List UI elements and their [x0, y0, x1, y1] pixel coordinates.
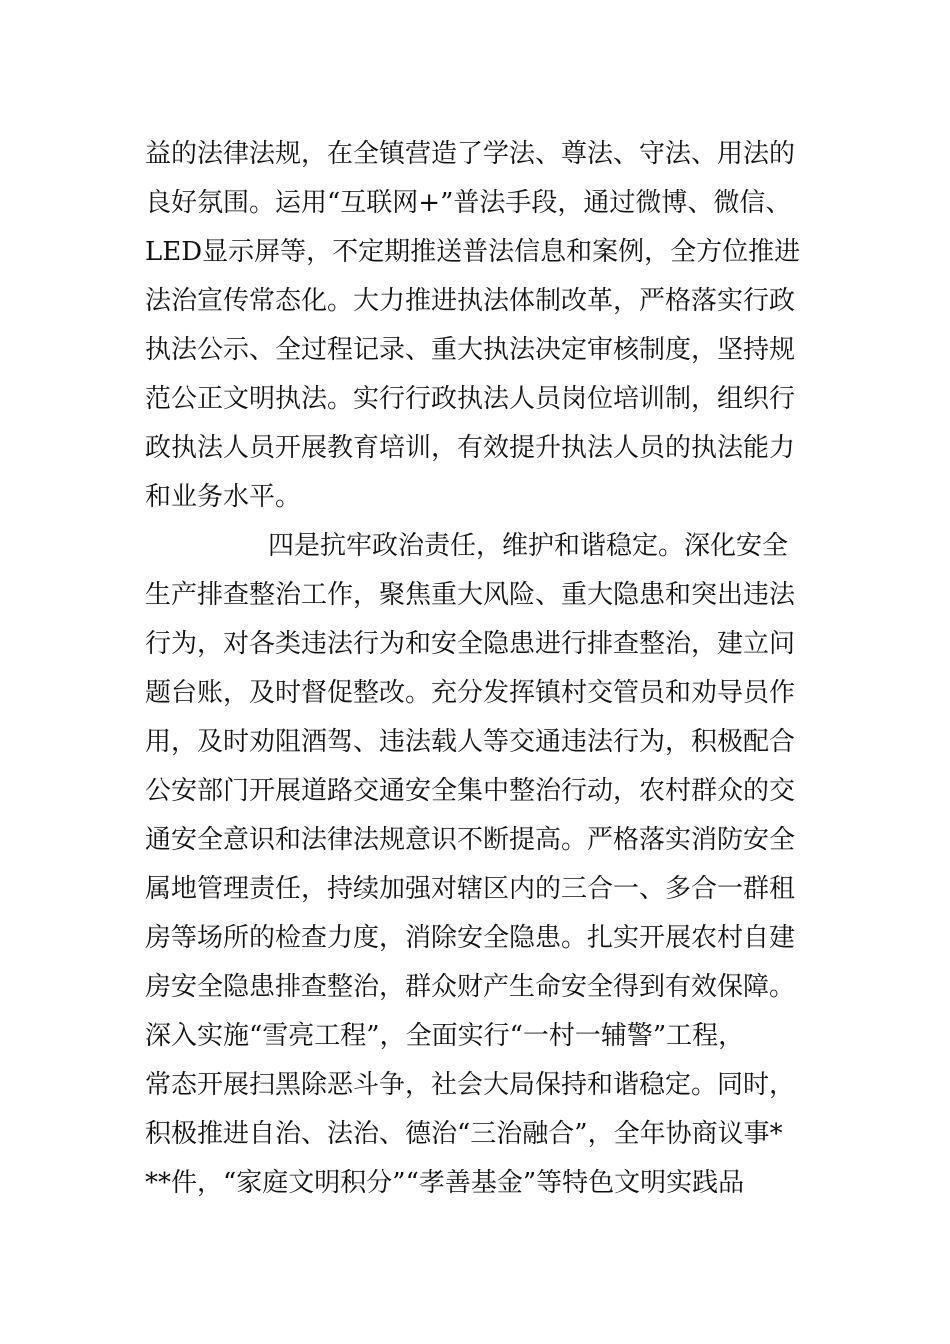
body-text — [145, 130, 815, 1208]
text-line: 房安全隐患排查整治，群众财产生命安全得到有效保障。 — [145, 972, 796, 1002]
text-line: **件，“家庭文明积分”“孝善基金”等特色文明实践品 — [145, 1168, 745, 1198]
text-line: 用，及时劝阻酒驾、违法载人等交通违法行为，积极配合 — [145, 727, 796, 757]
text-line: 属地管理责任，持续加强对辖区内的三合一、多合一群租 — [145, 874, 796, 904]
text-line: 深入实施“雪亮工程”，全面实行“一村一辅警”工程， — [145, 1021, 745, 1051]
text-line: 政执法人员开展教育培训，有效提升执法人员的执法能力 — [145, 433, 796, 463]
text-line: 通安全意识和法律法规意识不断提高。严格落实消防安全 — [145, 825, 796, 855]
text-line: 房等场所的检查力度，消除安全隐患。扎实开展农村自建 — [145, 923, 796, 953]
text-line: 和业务水平。 — [145, 482, 302, 512]
text-line: 公安部门开展道路交通安全集中整治行动，农村群众的交 — [145, 776, 796, 806]
text-line: 良好氛围。运用“互联网+”普法手段，通过微博、微信、 — [145, 188, 792, 218]
text-line: 积极推进自治、法治、德治“三治融合”，全年协商议事* — [145, 1119, 783, 1149]
text-line: 益的法律法规，在全镇营造了学法、尊法、守法、用法的 — [145, 139, 796, 169]
text-line: 题台账，及时督促整改。充分发挥镇村交管员和劝导员作 — [145, 678, 796, 708]
text-line: 生产排查整治工作，聚焦重大风险、重大隐患和突出违法 — [145, 580, 796, 610]
paragraph-start-line: 四是抗牢政治责任，维护和谐稳定。深化安全 — [268, 531, 789, 561]
text-line: 法治宣传常态化。大力推进执法体制改革，严格落实行政 — [145, 286, 796, 316]
text-line: 行为，对各类违法行为和安全隐患进行排查整治，建立问 — [145, 629, 796, 659]
text-line: LED显示屏等，不定期推送普法信息和案例，全方位推进 — [145, 237, 801, 267]
text-line: 常态开展扫黑除恶斗争，社会大局保持和谐稳定。同时， — [145, 1070, 796, 1100]
text-line: 范公正文明执法。实行行政执法人员岗位培训制，组织行 — [145, 384, 796, 414]
text-line: 执法公示、全过程记录、重大执法决定审核制度，坚持规 — [145, 335, 796, 365]
